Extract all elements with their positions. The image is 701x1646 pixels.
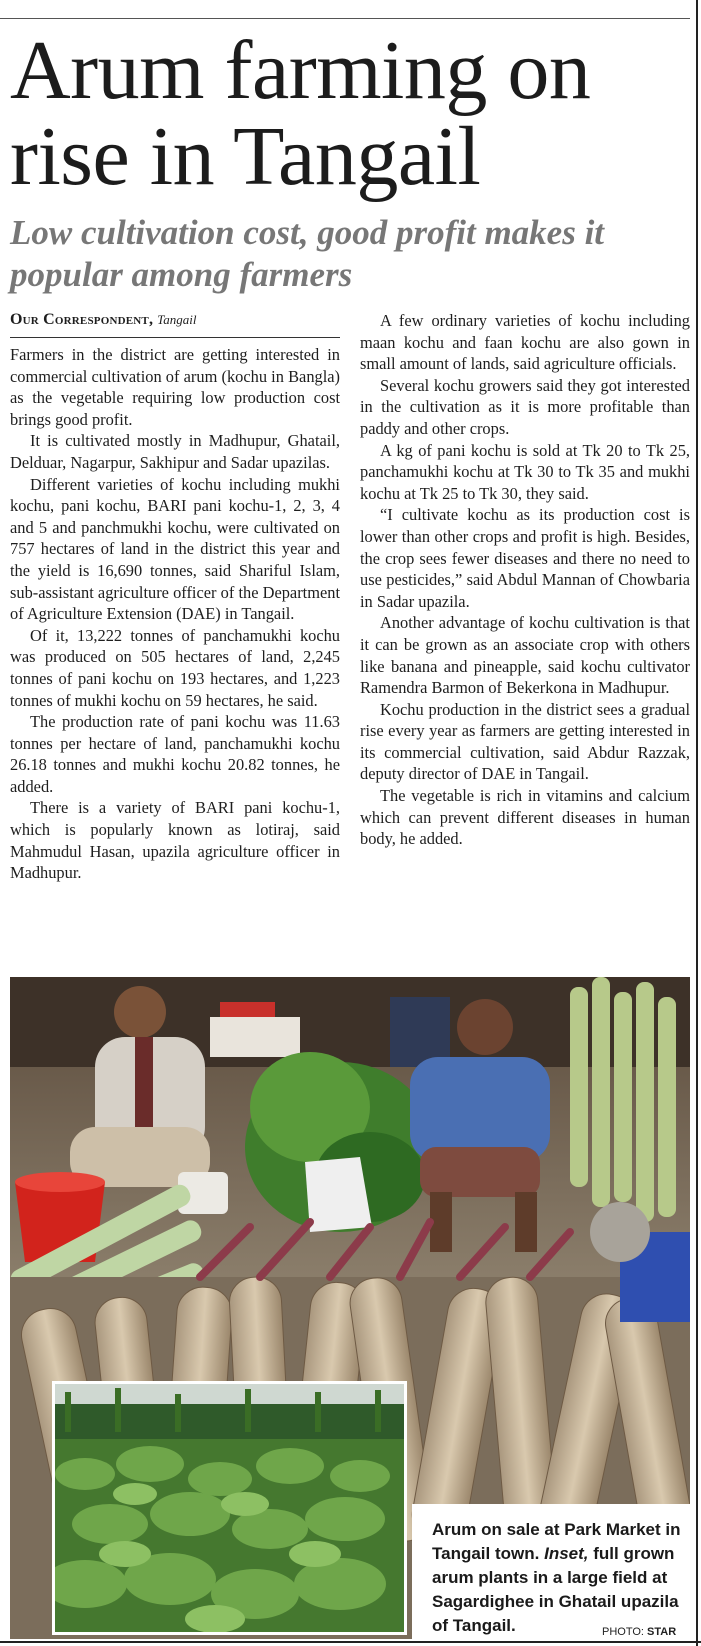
paragraph: The production rate of pani kochu was 11.63 tonnes per hectare of land, panchamukhi kochu 26.18 tonnes and mukhi kochu 20.82 tonnes, he added. <box>10 712 340 796</box>
paragraph: Kochu production in the district sees a gradual rise every year as farmers are getting interested in its commercial cultivation, said Abdur Razzak, deputy director of DAE in Tangail. <box>360 699 690 784</box>
article-column-left <box>10 344 340 884</box>
photo-credit-label: PHOTO: <box>602 1626 644 1638</box>
inset-photo <box>52 1381 407 1635</box>
caption-inset-label: Inset, <box>544 1544 589 1563</box>
paragraph: Of it, 13,222 tonnes of panchamukhi kochu was produced on 505 hectares of land, 2,245 tonnes of pani kochu on 193 hectares, and 1,223 tonnes of mukhi kochu on 59 hectares, he said. <box>10 625 340 710</box>
bottom-border <box>0 1641 701 1643</box>
byline-place: Tangail <box>157 312 197 327</box>
paragraph: There is a variety of BARI pani kochu-1, which is popularly known as lotiraj, said Mahmudul Hasan, upazila agriculture officer in Madhupur. <box>10 798 340 883</box>
headline: Arum farming on rise in Tangail <box>10 24 591 203</box>
paragraph: It is cultivated mostly in Madhupur, Ghatail, Delduar, Nagarpur, Sakhipur and Sadar upazilas. <box>10 431 340 472</box>
photo-credit-source: STAR <box>647 1626 677 1638</box>
paragraph: Another advantage of kochu cultivation is that it can be grown as an associate crop with others like banana and pineapple, said kochu cultivator Ramendra Barmon of Bekerkona in Madhupur. <box>360 613 690 698</box>
byline-label: Our Correspondent, <box>10 311 154 328</box>
subheadline: Low cultivation cost, good profit makes it popular among farmers <box>10 213 605 294</box>
photo-caption <box>432 1518 694 1638</box>
paragraph: A few ordinary varieties of kochu including maan kochu and faan kochu are also gown in small amount of lands, said agriculture officials. <box>360 311 690 374</box>
paragraph: The vegetable is rich in vitamins and calcium which can prevent different diseases in human body, he added. <box>360 786 690 849</box>
article-column-right <box>360 310 690 850</box>
paragraph: A kg of pani kochu is sold at Tk 20 to Tk 25, panchamukhi kochu at Tk 30 to Tk 35 and mukhi kochu at Tk 25 to Tk 30, they said. <box>360 440 690 503</box>
paragraph: Different varieties of kochu including mukhi kochu, pani kochu, BARI pani kochu-1, 2, 3, 4 and 5 and panchmukhi kochu, were cultivated on 757 hectares of land in the district this year and the yield is 16,690 tonnes, said Shariful Islam, sub-assistant agriculture officer of the Department of Agriculture Extension (DAE) in Tangail. <box>10 474 340 624</box>
caption-rest: full grown arum plants in a large field at Sagardighee in Ghatail upazila of Tangail. <box>432 1544 679 1635</box>
photo-credit <box>602 1626 676 1638</box>
paragraph: “I cultivate kochu as its production cost is lower than other crops and profit is high. Besides, the crop sees fewer diseases and there no need to use pesticides,” said Abdul Mannan of Chowbaria in Sadar upazila. <box>360 505 690 611</box>
right-border <box>696 0 698 1646</box>
paragraph: Several kochu growers said they got interested in the cultivation as it is more profitable than paddy and other crops. <box>360 375 690 438</box>
top-rule <box>0 18 690 19</box>
paragraph: Farmers in the district are getting interested in commercial cultivation of arum (kochu in Bangla) as the vegetable requiring low production cost brings good profit. <box>10 345 340 429</box>
caption-main: Arum on sale at Park Market in Tangail town. <box>432 1520 681 1563</box>
byline <box>10 311 340 338</box>
